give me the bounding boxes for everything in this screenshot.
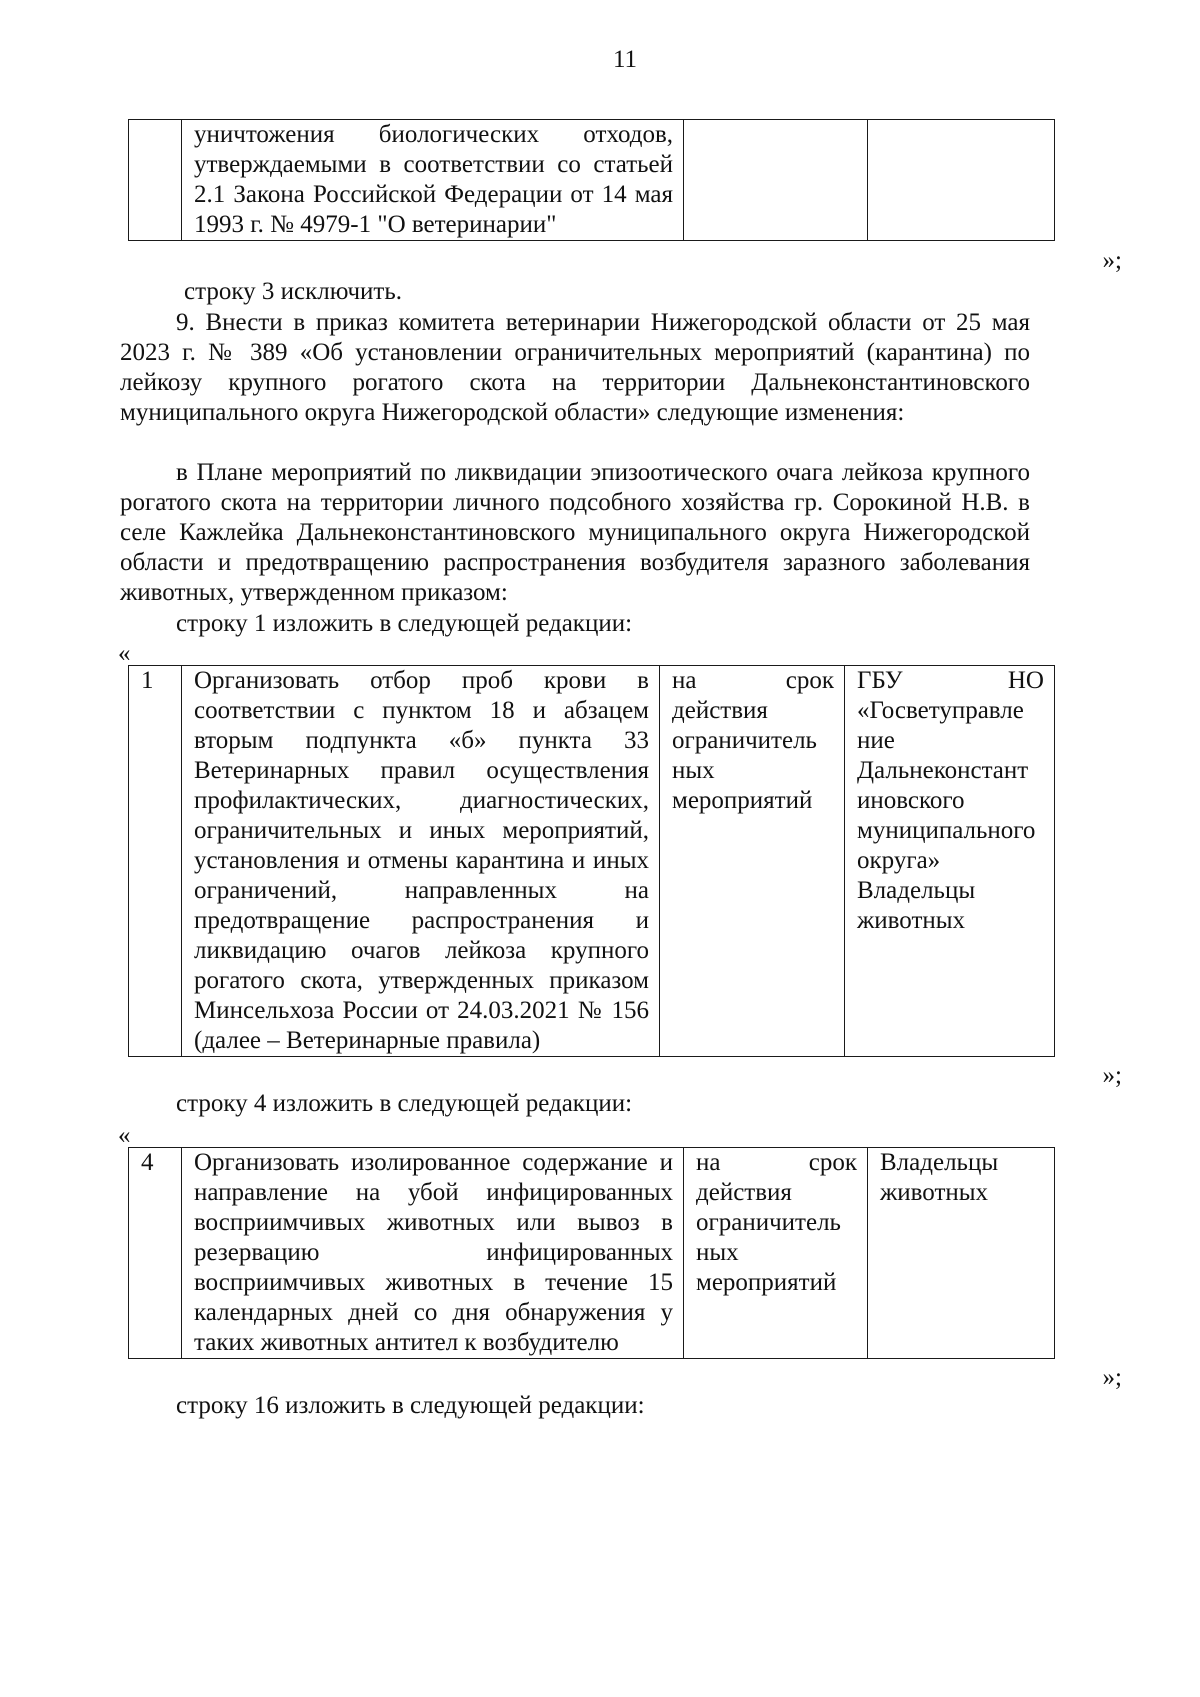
paragraph-plan: в Плане мероприятий по ликвидации эпизоотического очага лейкоза крупного рогатого скота на территории личного подсобного хозяйства гр. Сорокиной Н.В. в селе Кажлейка Дальнеконстантиновского муниципального округа Нижегородской области и предотвращению распространения возбудителя заразного заболевания животных, утвержденном приказом: [120, 459, 1030, 606]
term-cell [684, 120, 868, 241]
table-row-1 [128, 665, 1055, 1057]
responsible-cell [845, 666, 1055, 1057]
responsible-cell [868, 120, 1055, 241]
term-text: на срок действия ограничитель ных мероприятий [672, 667, 834, 814]
row-number-cell: 1 [129, 666, 182, 1057]
paragraph-row1-block [120, 608, 1030, 641]
close-quote: »; [1102, 1062, 1122, 1089]
open-quote: « [118, 640, 131, 667]
measure-text: Организовать отбор проб крови в соответствии с пунктом 18 и абзацем вторым подпункта «б» пункта 33 Ветеринарных правил осуществления профилактических, диагностических, ограничительных и иных мероприятий, установления и отмены карантина и иных ограничений, направленных на предотвращение распространения и ликвидацию очагов лейкоза крупного рогатого скота, утвержденных приказом Минсельхоза России от 24.03.2021 № 156 (далее – Ветеринарные правила) [194, 667, 649, 1054]
paragraph-9: 9. Внести в приказ комитета ветеринарии Нижегородской области от 25 мая 2023 г. № 389 «Об установлении ограничительных мероприятий (карантина) по лейкозу крупного рогатого скота на территории Дальнеконстантиновского муниципального округа Нижегородской области» следующие изменения: [120, 309, 1030, 426]
paragraph-row16: строку 16 изложить в следующей редакции: [176, 1392, 645, 1419]
term-cell [660, 666, 845, 1057]
responsible-text: Владельцы животных [880, 1149, 999, 1206]
paragraph-exclude: строку 3 исключить. [184, 278, 402, 305]
measure-cell [182, 666, 660, 1057]
measure-cell [182, 1148, 684, 1359]
responsible-text: ГБУ НО «Госветуправле ние Дальнеконстант иновского муниципального округа» Владельцы животных [857, 667, 1044, 934]
measure-cell [182, 120, 684, 241]
paragraph-9-block [120, 308, 1030, 428]
term-cell [684, 1148, 868, 1359]
table-row [129, 120, 1055, 241]
paragraph-row4-block [120, 1088, 1030, 1121]
paragraph-row1: строку 1 изложить в следующей редакции: [176, 610, 633, 637]
open-quote: « [118, 1122, 131, 1149]
body-text [128, 276, 1122, 309]
close-quote: »; [1102, 247, 1122, 274]
paragraph-plan-block [120, 458, 1030, 608]
table-row-4 [128, 1147, 1055, 1359]
page-number: 11 [612, 46, 638, 73]
close-quote: »; [1102, 1364, 1122, 1391]
responsible-cell [868, 1148, 1055, 1359]
term-text: на срок действия ограничитель ных мероприятий [696, 1149, 857, 1296]
paragraph-row4: строку 4 изложить в следующей редакции: [176, 1090, 633, 1117]
measure-text: уничтожения биологических отходов, утверждаемыми в соответствии со статьей 2.1 Закона Российской Федерации от 14 мая 1993 г. № 4979-1 "О ветеринарии" [194, 121, 673, 238]
table-row [129, 1148, 1055, 1359]
row-number-cell [129, 120, 182, 241]
table-continuation [128, 119, 1055, 241]
table-row [129, 666, 1055, 1057]
paragraph-row16-block [120, 1390, 1030, 1423]
row-number-cell: 4 [129, 1148, 182, 1359]
measure-text: Организовать изолированное содержание и направление на убой инфицированных восприимчивых животных или вывоз в резервацию инфицированных восприимчивых животных в течение 15 календарных дней со дня обнаружения у таких животных антител к возбудителю [194, 1149, 673, 1356]
